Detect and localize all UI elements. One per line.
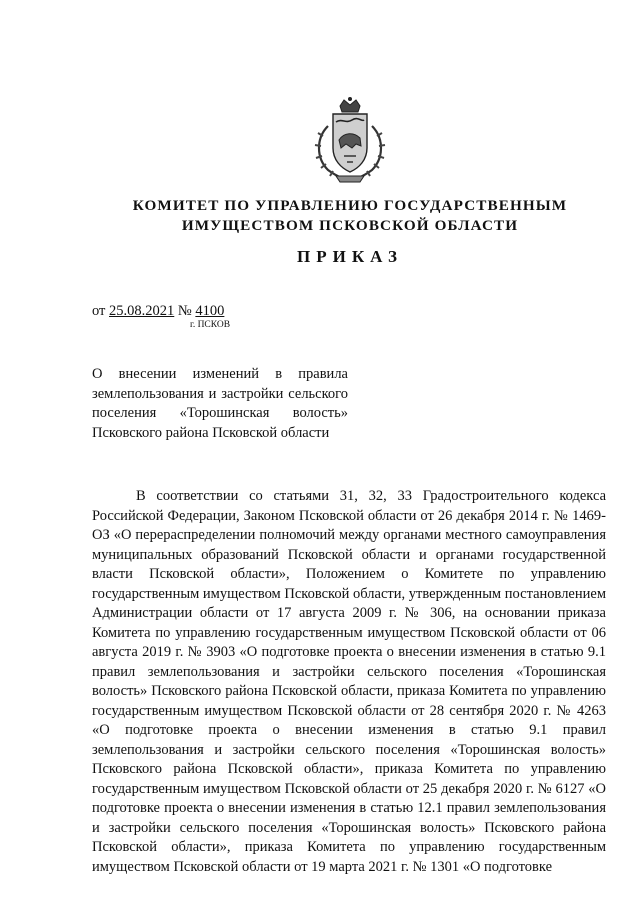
document-date: 25.08.2021 — [109, 303, 175, 319]
document-body-paragraph: В соответствии со статьями 31, 32, 33 Градостроительного кодекса Российской Федерации, Законом Псковской области от 26 декабря 2014 г. № 1469-ОЗ «О перераспределении полномочий между органами местного самоуправления муниципальных образований Псковской области и органами государственной власти Псковской области», Положением о Комитете по управлению государственным имуществом Псковской области, утвержденным постановлением Администрации области от 17 августа 2009 г. № 306, на основании приказа Комитета по управлению государственным имуществом Псковской области от 06 августа 2019 г. № 3903 «О подготовке проекта о внесении изменения в статью 9.1 правил землепользования и застройки сельского поселения «Торошинская волость» Псковского района Псковской области, приказа Комитета по управлению государственным имуществом Псковской области от 28 сентября 2020 г. № 4263 «О подготовке проекта о внесении изменения в статью 9.1 правил землепользования и застройки сельского поселения «Торошинская волость» Псковского района Псковской области», приказа Комитета по управлению государственным имуществом Псковской области от 25 декабря 2020 г. № 6127 «О подготовке проекта о внесении изменения в статью 12.1 правил землепользования и застройки сельского поселения «Торошинская волость» Псковского района Псковской области», приказа Комитета по управлению государственным имуществом Псковской области от 19 марта 2021 г. № 1301 «О подготовке — [92, 488, 606, 875]
document-subject: О внесении изменений в правила землепользования и застройки сельского поселения «Торошинская волость» Псковского района Псковской области — [92, 366, 348, 441]
date-prefix: от — [92, 303, 110, 319]
organization-name-line-2: ИМУЩЕСТВОМ ПСКОВСКОЙ ОБЛАСТИ — [181, 217, 519, 234]
number-sign: № — [174, 303, 196, 319]
organization-name — [60, 196, 640, 236]
document-number: 4100 — [195, 303, 225, 319]
document-type-title: ПРИКАЗ — [297, 247, 403, 266]
date-number-line — [92, 303, 224, 320]
place-of-issue: г. ПСКОВ — [190, 320, 231, 330]
coat-of-arms-icon — [306, 96, 394, 184]
organization-name-line-1: КОМИТЕТ ПО УПРАВЛЕНИЮ ГОСУДАРСТВЕННЫМ — [132, 197, 568, 214]
